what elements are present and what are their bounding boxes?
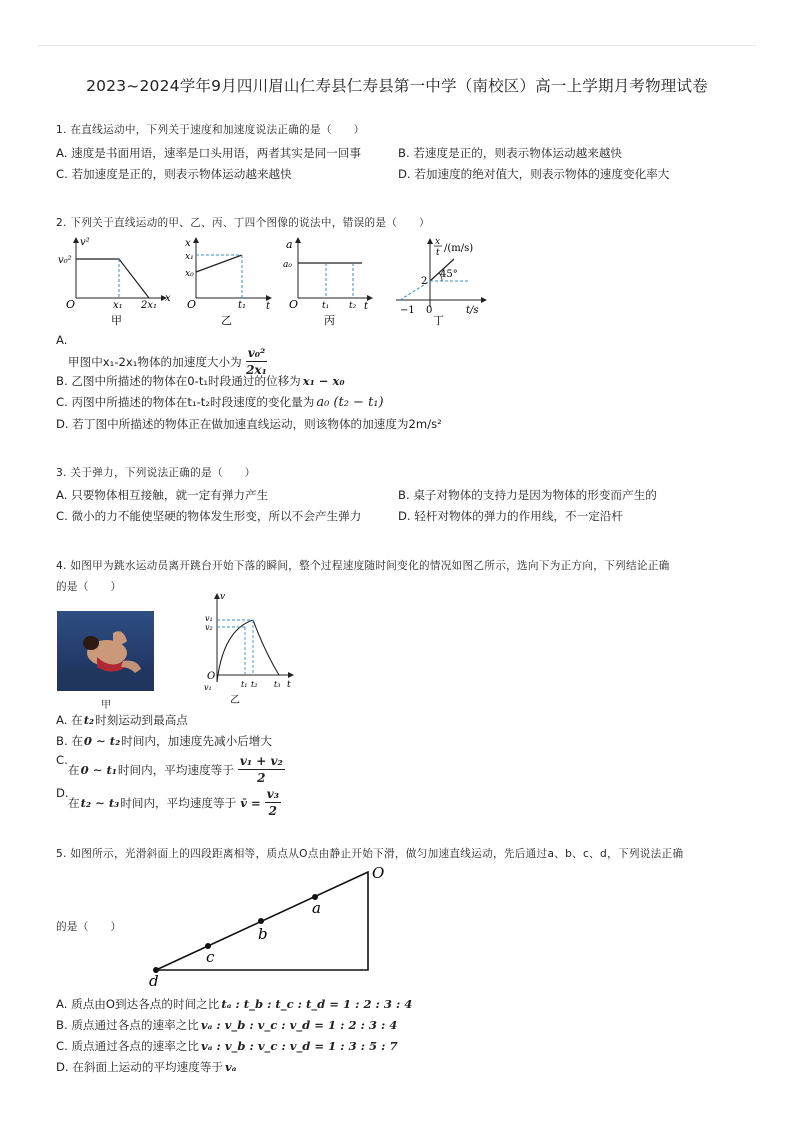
q2-option-a-prefix[interactable]: A. — [56, 333, 68, 347]
q5-option-b[interactable]: B. 质点通过各点的速率之比 vₐ : v_b : v_c : v_d = 1 : 2 : 3 : 4 — [56, 1018, 398, 1032]
q5-incline-figure — [140, 862, 400, 992]
q2-stem: 2. 下列关于直线运动的甲、乙、丙、丁四个图像的说法中，错误的是（ ） — [56, 217, 430, 229]
svg-text:v₁: v₁ — [204, 683, 212, 692]
svg-text:t₁: t₁ — [241, 680, 248, 689]
q3-option-c[interactable]: C. 微小的力不能使坚硬的物体发生形变，所以不会产生弹力 — [56, 509, 362, 523]
y0-label: v₀² — [58, 255, 72, 266]
svg-text:a: a — [286, 238, 293, 251]
q4-option-d-prefix[interactable]: D. — [56, 786, 69, 800]
q5-option-c[interactable]: C. 质点通过各点的速率之比 vₐ : v_b : v_c : v_d = 1 : 3 : 5 : 7 — [56, 1039, 398, 1053]
svg-text:d: d — [149, 972, 159, 990]
vt-falling-curve — [253, 620, 279, 675]
svg-text:v: v — [220, 592, 226, 602]
svg-text:丁: 丁 — [433, 314, 444, 327]
q4-option-a[interactable]: A. 在t₂时刻运动到最高点 — [56, 713, 188, 727]
q2-graph-jia — [54, 233, 179, 328]
q1-option-b[interactable]: B. 若速度是正的，则表示物体运动越来越快 — [398, 146, 623, 160]
q2-option-b[interactable]: B. 乙图中所描述的物体在0-t₁时段通过的位移为 x₁ − x₀ — [56, 374, 345, 388]
svg-text:45°: 45° — [440, 269, 458, 280]
q1-option-d[interactable]: D. 若加速度的绝对值大，则表示物体的速度变化率大 — [398, 167, 670, 181]
x2-label: 2x₁ — [141, 300, 158, 311]
top-divider — [38, 45, 756, 46]
svg-text:x₁: x₁ — [185, 252, 194, 262]
q2-option-a-text: 甲图中x₁-2x₁物体的加速度大小为 — [68, 354, 242, 369]
page-title: 2023~2024学年9月四川眉山仁寿县仁寿县第一中学（南校区）高一上学期月考物理试卷 — [86, 77, 708, 95]
q2-option-c[interactable]: C. 丙图中所描述的物体在t₁-t₂时段速度的变化量为 a₀ (t₂ − t₁) — [56, 395, 384, 410]
svg-text:x: x — [435, 237, 441, 247]
svg-text:t: t — [436, 248, 440, 258]
q4-stem-line1: 4. 如图甲为跳水运动员离开跳台开始下落的瞬间，整个过程速度随时间变化的情况如图乙所示，选向下为正方向，下列结论正确 — [56, 560, 670, 572]
q1-option-a[interactable]: A. 速度是书面用语，速率是口头用语，两者其实是同一回事 — [56, 146, 361, 160]
vt-rising-curve — [217, 620, 253, 682]
svg-text:t₁: t₁ — [238, 300, 247, 311]
svg-text:t₂: t₂ — [349, 301, 357, 311]
svg-text:t: t — [287, 680, 291, 690]
svg-text:t₂: t₂ — [251, 680, 258, 689]
q5-stem-line1: 5. 如图所示，光滑斜面上的四段距离相等，质点从O点由静止开始下滑，做匀加速直线运动，先后通过a、b、c、d，下列说法正确 — [56, 848, 684, 860]
origin-label: O — [66, 298, 76, 311]
svg-text:t: t — [364, 301, 369, 312]
svg-text:乙: 乙 — [230, 695, 240, 705]
q1-stem: 1. 在直线运动中，下列关于速度和加速度说法正确的是（ ） — [56, 124, 365, 136]
q4-stem-line2: 的是（ ） — [56, 581, 122, 593]
q3-option-b[interactable]: B. 桌子对物体的支持力是因为物体的形变而产生的 — [398, 488, 657, 502]
q1-option-c[interactable]: C. 若加速度是正的，则表示物体运动越来越快 — [56, 167, 292, 181]
svg-text:x: x — [185, 238, 191, 249]
svg-text:O: O — [289, 298, 299, 311]
svg-text:t₁: t₁ — [322, 301, 330, 311]
q2-graph-bing — [280, 233, 385, 328]
svg-text:t: t — [266, 301, 271, 312]
svg-text:x₀: x₀ — [185, 269, 194, 279]
q5-option-d[interactable]: D. 在斜面上运动的平均速度等于 vₐ — [56, 1060, 237, 1074]
x-t-line — [196, 255, 242, 272]
x1-label: x₁ — [113, 300, 123, 311]
q4-vt-graph — [197, 590, 307, 705]
v2-x-line — [76, 259, 149, 298]
q2-graph-yi — [174, 233, 279, 328]
svg-text:a: a — [312, 899, 321, 917]
svg-text:−1: −1 — [400, 305, 415, 316]
caption: 甲 — [111, 314, 122, 327]
q4-option-c-prefix[interactable]: C. — [56, 753, 68, 767]
q2-option-d[interactable]: D. 若丁图中所描述的物体正在做加速直线运动，则该物体的加速度为2m/s² — [56, 417, 442, 431]
svg-text:0: 0 — [426, 305, 433, 316]
svg-text:t/s: t/s — [466, 305, 479, 316]
q2-option-a-frac: $\frac{\text{v₀²}}{\text{2x₁}}$ — [246, 346, 267, 377]
q4-option-b[interactable]: B. 在0 ∼ t₂时间内，加速度先减小后增大 — [56, 734, 272, 748]
svg-text:2: 2 — [421, 276, 428, 287]
svg-text:/(m/s): /(m/s) — [444, 243, 474, 254]
q3-stem: 3. 关于弹力，下列说法正确的是（ ） — [56, 467, 256, 479]
svg-text:a₀: a₀ — [283, 260, 292, 270]
q3-option-d[interactable]: D. 轻杆对物体的弹力的作用线，不一定沿杆 — [398, 509, 623, 523]
svg-text:c: c — [206, 948, 215, 966]
svg-text:t₃: t₃ — [274, 680, 281, 689]
svg-text:O: O — [207, 671, 216, 682]
svg-text:乙: 乙 — [221, 314, 232, 327]
q4-diver-photo — [57, 611, 154, 691]
q4-option-c[interactable]: 在 0 ∼ t₁ 时间内，平均速度等于 $\frac{\text{v₁ + v₂}}{2}$ — [68, 754, 283, 785]
svg-text:v₁: v₁ — [205, 614, 213, 623]
svg-text:b: b — [258, 925, 268, 943]
xlabel: x — [165, 293, 171, 304]
ylabel: v² — [80, 237, 90, 248]
q5-stem-line2: 的是（ ） — [56, 921, 122, 933]
svg-text:O: O — [187, 298, 197, 311]
q2-graph-ding — [390, 233, 500, 328]
q4-option-d[interactable]: 在 t₂ ∼ t₃ 时间内，平均速度等于 v̄ = $\frac{\text{v₃}}{2}$ — [68, 787, 279, 818]
q5-option-a[interactable]: A. 质点由O到达各点的时间之比 tₐ : t_b : t_c : t_d = 1 : 2 : 3 : 4 — [56, 997, 413, 1011]
q4-photo-caption: 甲 — [101, 700, 111, 711]
q3-option-a[interactable]: A. 只要物体相互接触，就一定有弹力产生 — [56, 488, 269, 502]
svg-text:丙: 丙 — [324, 314, 335, 327]
svg-text:v₂: v₂ — [205, 623, 213, 632]
svg-text:O: O — [372, 864, 385, 882]
